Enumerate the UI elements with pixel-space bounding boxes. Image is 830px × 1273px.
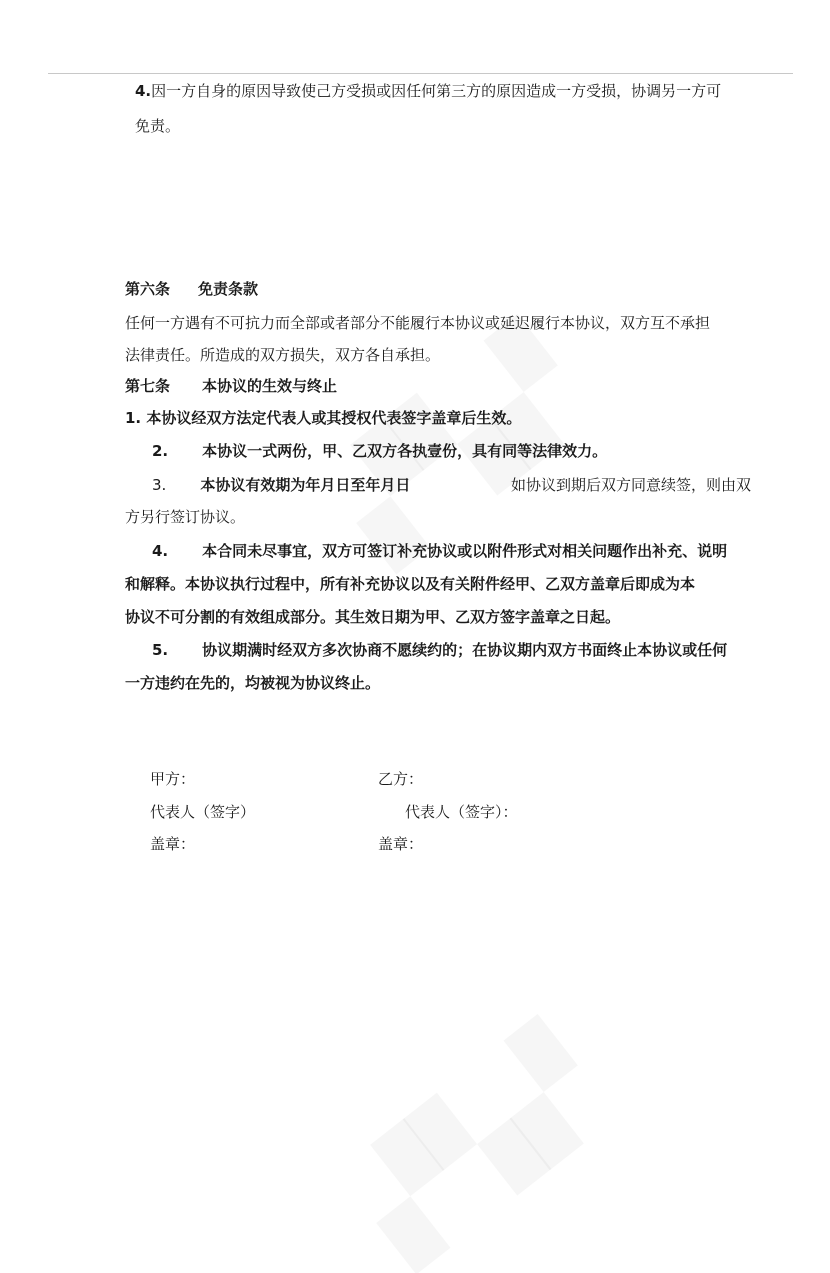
article7-item3-line2: 方另行签订协议。 bbox=[125, 508, 246, 526]
clause4-line2: 免责。 bbox=[135, 117, 181, 135]
article7-heading: 第七条 本协议的生效与终止 bbox=[125, 377, 338, 395]
header-rule bbox=[48, 73, 793, 74]
article7-item3-line1-cont: 如协议到期后双方同意续签，则由双 bbox=[511, 476, 752, 494]
article7-item3-line1: 3. 本协议有效期为年月日至年月日 bbox=[152, 476, 411, 494]
party-b-representative: 代表人（签字）： bbox=[405, 803, 518, 821]
article7-item5-line1: 5. 协议期满时经双方多次协商不愿续约的；在协议期内双方书面终止本协议或任何 bbox=[152, 641, 728, 659]
party-a-seal: 盖章： bbox=[150, 835, 196, 853]
article7-item2: 2. 本协议一式两份，甲、乙双方各执壹份，具有同等法律效力。 bbox=[152, 442, 608, 460]
article6-body-line2: 法律责任。所造成的双方损失，双方各自承担。 bbox=[125, 346, 441, 364]
article7-item4-line2: 和解释。本协议执行过程中，所有补充协议以及有关附件经甲、乙双方盖章后即成为本 bbox=[125, 575, 696, 593]
article7-item5-line2: 一方违约在先的，均被视为协议终止。 bbox=[125, 674, 381, 692]
watermark-graphic-bottom bbox=[337, 1015, 616, 1272]
article7-item4-line3: 协议不可分割的有效组成部分。其生效日期为甲、乙双方签字盖章之日起。 bbox=[125, 608, 621, 626]
party-a-representative: 代表人（签字） bbox=[150, 803, 256, 821]
party-b-seal: 盖章： bbox=[378, 835, 424, 853]
party-b-label: 乙方： bbox=[378, 770, 424, 788]
article6-heading: 第六条 免责条款 bbox=[125, 280, 259, 298]
article6-body-line1: 任何一方遇有不可抗力而全部或者部分不能履行本协议或延迟履行本协议，双方互不承担 bbox=[125, 314, 711, 332]
article7-item4-line1: 4. 本合同未尽事宜，双方可签订补充协议或以附件形式对相关问题作出补充、说明 bbox=[152, 542, 728, 560]
clause4-number: 4. bbox=[135, 82, 152, 100]
article7-item1: 1. 本协议经双方法定代表人或其授权代表签字盖章后生效。 bbox=[125, 409, 522, 427]
party-a-label: 甲方： bbox=[150, 770, 196, 788]
clause4-line1: 4.因一方自身的原因导致使己方受损或因任何第三方的原因造成一方受损，协调另一方可 bbox=[135, 82, 722, 100]
